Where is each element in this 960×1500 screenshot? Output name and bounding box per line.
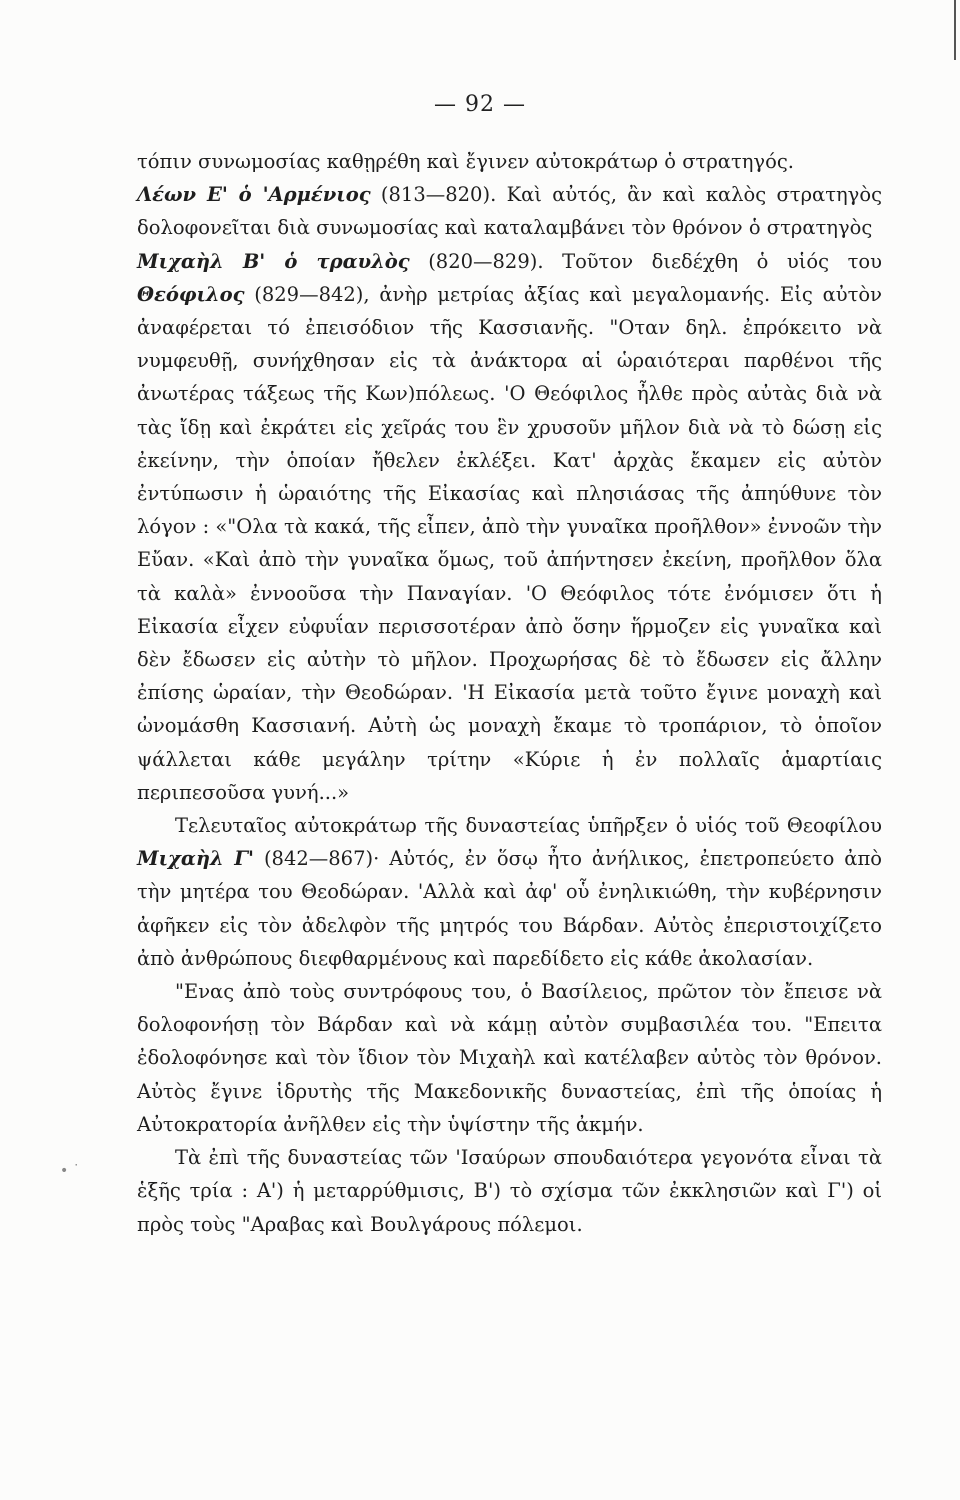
text-segment: τόπιν συνωμοσίας καθῃρέθη καὶ ἔγινεν αὐτοκράτωρ ὁ στρατηγός. (137, 150, 794, 173)
bold-heading-term: Μιχαὴλ Β' ὁ τραυλὸς (137, 249, 410, 273)
page-edge-line (954, 0, 956, 60)
body-text (137, 145, 882, 1241)
page-number: — 92 — (434, 92, 526, 117)
text-segment: (820—829). Τοῦτον διεδέχθη ὁ υἱός του (409, 249, 882, 273)
text-segment: "Ενας ἀπὸ τοὺς συντρόφους του, ὁ Βασίλειος, πρῶτον τὸν ἔπεισε νὰ δολοφονήσῃ τὸν Βάρδαν καὶ νὰ κάμῃ αὐτὸν συμβασιλέα του. "Επειτα ἐδολοφόνησε καὶ τὸν ἴδιον τὸν Μιχαὴλ καὶ κατέλαβεν αὐτὸς τὸν θρόνον. Αὐτὸς ἔγινε ἱδρυτὴς τῆς Μακεδονικῆς δυναστείας, ἐπὶ τῆς ὁποίας ἡ Αὐτοκρατορία ἀνῆλθεν εἰς τὴν ὑψίστην τῆς ἀκμήν. (137, 980, 882, 1136)
paragraph (137, 178, 882, 244)
bold-heading-term: Θεόφιλος (137, 282, 245, 306)
bold-heading-term: Λέων Ε' ὁ 'Αρμένιος (137, 183, 371, 207)
text-segment: (829—842), ἀνὴρ μετρίας ἀξίας καὶ μεγαλομανής. Εἰς αὐτὸν ἀναφέρεται τό ἐπεισόδιον τῆς Κασσιανῆς. "Οταν δηλ. ἐπρόκειτο νὰ νυμφευθῇ, συνήχθησαν εἰς τὰ ἀνάκτορα αἱ ὡραιότεραι παρθένοι τῆς ἀνωτέρας τάξεως τῆς Κων)πόλεως. 'Ο Θεόφιλος ἦλθε πρὸς αὐτὰς διὰ νὰ τὰς ἴδῃ καὶ ἐκράτει εἰς χεῖράς του ἓν χρυσοῦν μῆλον διὰ νὰ τὸ δώσῃ εἰς ἐκείνην, τὴν ὁποίαν ἤθελεν ἐκλέξει. Κατ' ἀρχὰς ἔκαμεν εἰς αὐτὸν ἐντύπωσιν ἡ ὡραιότης τῆς Εἰκασίας καὶ πλησιάσας τῆς ἀπηύθυνε τὸν λόγον : «"Ολα τὰ κακά, τῆς εἶπεν, ἀπὸ τὴν γυναῖκα προῆλθον» ἐννοῶν τὴν Εὔαν. «Καὶ ἀπὸ τὴν γυναῖκα ὅμως, τοῦ ἀπήντησεν ἐκείνη, προῆλθον ὅλα τὰ καλὰ» ἐννοοῦσα τὴν Παναγίαν. 'Ο Θεόφιλος τότε ἐνόμισεν ὅτι ἡ Εἰκασία εἶχεν εὐφυΐαν περισσοτέραν ἀπὸ ὅσην ἥρμοζεν εἰς γυναῖκα καὶ δὲν ἔδωσεν εἰς αὐτὴν τὸ μῆλον. Προχωρήσας δὲ τὸ ἔδωσεν εἰς ἄλλην ἐπίσης ὡραίαν, τὴν Θεοδώραν. 'Η Εἰκασία μετὰ τοῦτο ἔγινε μοναχὴ καὶ ὠνομάσθη Κασσιανή. Αὐτὴ ὡς μοναχὴ ἔκαμε τὸ τροπάριον, τὸ ὁποῖον ψάλλεται κάθε μεγάλην τρίτην «Κύριε ἡ ἐν πολλαῖς ἁμαρτίαις περιπεσοῦσα γυνή...» (137, 282, 882, 804)
paragraph (137, 1141, 882, 1241)
paragraph (137, 145, 882, 178)
paragraph (137, 245, 882, 809)
paragraph (137, 809, 882, 975)
text-segment: (842—867)· Αὐτός, ἐν ὅσῳ ἦτο ἀνήλικος, ἐπετροπεύετο ἀπὸ τὴν μητέρα του Θεοδώραν. 'Αλλὰ καὶ ἀφ' οὗ ἐνηλικιώθη, τὴν κυβέρνησιν ἀφῆκεν εἰς τὸν ἀδελφὸν τῆς μητρός του Βάρδαν. Αὐτὸς ἐπεριστοιχίζετο ἀπὸ ἀνθρώπους διεφθαρμένους καὶ παρεδίδετο εἰς κάθε ἀκολασίαν. (137, 847, 883, 970)
text-segment: Τελευταῖος αὐτοκράτωρ τῆς δυναστείας ὑπῆρξεν ὁ υἱός τοῦ Θεοφίλου (175, 814, 882, 838)
bold-heading-term: Μιχαὴλ Γ' (137, 847, 255, 871)
text-segment: (813—820). Καὶ αὐτός, ἂν καὶ καλὸς στρατηγὸς δολοφονεῖται διὰ συνωμοσίας καὶ καταλαμβάνει τὸν θρόνον ὁ στρατηγὸς (137, 183, 883, 240)
paragraph (137, 975, 882, 1141)
text-segment: Τὰ ἐπὶ τῆς δυναστείας τῶν 'Ισαύρων σπουδαιότερα γεγονότα εἶναι τὰ ἑξῆς τρία : Α') ἡ μεταρρύθμισις, Β') τὸ σχίσμα τῶν ἐκκλησιῶν καὶ Γ') οἱ πρὸς τοὺς "Αραβας καὶ Βουλγάρους πόλεμοι. (137, 1146, 882, 1236)
stray-mark: • ˙ (60, 1163, 80, 1179)
